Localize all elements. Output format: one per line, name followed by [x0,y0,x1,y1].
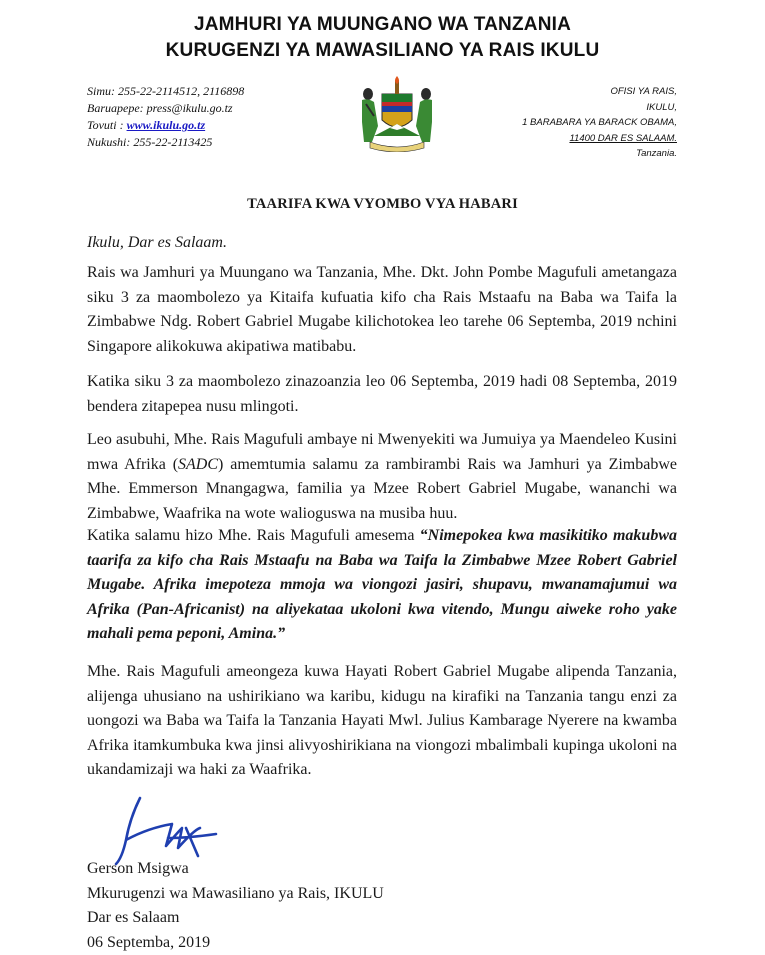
address-block [477,84,677,162]
handwritten-signature-icon [108,794,223,866]
signatory-name: Gerson Msigwa [87,857,384,882]
paragraph-4 [87,524,677,647]
coat-of-arms-icon [352,76,442,152]
paragraph-5: Mhe. Rais Magufuli ameongeza kuwa Hayati Robert Gabriel Mugabe alipenda Tanzania, alijenga uhusiano na ushirikiano wa karibu, kidugu na kirafiki na Tanzania tangu enzi za uongozi wa Baba wa Taifa la Tanzania Hayati Mwl. Julius Kambarage Nyerere na kwamba Afrika itamkumbuka kwa jinsi alivyoshirikiana na viongozi mbalimbali kupinga ukoloni na ukandamizaji wa haki za Waafrika. [87,660,677,783]
paragraph-3 [87,428,677,526]
signoff-date: 06 Septemba, 2019 [87,931,384,955]
address-line-5: Tanzania. [477,146,677,162]
press-release-title: TAARIFA KWA VYOMBO VYA HABARI [0,196,765,213]
president-quote: “Nimepokea kwa masikitiko makubwa taarifa za kifo cha Rais Mstaafu na Baba wa Taifa la Zimbabwe Mzee Robert Gabriel Mugabe. Afrika imepoteza mmoja wa viongozi jasiri, shupavu, mwanamajumui wa Afrika (Pan-Africanist) na aliyekataa ukoloni kwa vitendo, Mungu aiweke roho yake mahali pema peponi, Amina.” [87,527,677,642]
signatory-title: Mkurugenzi wa Mawasiliano ya Rais, IKULU [87,882,384,907]
phone-line: Simu: 255-22-2114512, 2116898 [87,83,244,100]
paragraph-3-part-a: Leo asubuhi, Mhe. Rais Magufuli ambaye ni Mwenyekiti wa Jumuiya ya Maendeleo Kusini mwa Afrika ( [87,431,677,473]
signoff-city: Dar es Salaam [87,906,384,931]
signoff-block [87,857,384,955]
paragraph-1: Rais wa Jamhuri ya Muungano wa Tanzania, Mhe. Dkt. John Pombe Magufuli ametangaza siku 3 za maombolezo ya Kitaifa kufuatia kifo cha Rais Mstaafu na Baba wa Taifa la Zimbabwe Ndg. Robert Gabriel Mugabe kilichotokea leo tarehe 06 Septemba, 2019 nchini Singapore alikokuwa akipatiwa matibabu. [87,261,677,359]
address-line-2: IKULU, [477,100,677,116]
paragraph-4-intro: Katika salamu hizo Mhe. Rais Magufuli amesema [87,527,420,544]
contact-block [87,83,244,151]
website-label: Tovuti : [87,118,127,132]
address-line-3: 1 BARABARA YA BARACK OBAMA, [477,115,677,131]
dateline-place: Ikulu, Dar es Salaam. [87,234,227,252]
fax-line: Nukushi: 255-22-2113425 [87,134,244,151]
paragraph-2: Katika siku 3 za maombolezo zinazoanzia leo 06 Septemba, 2019 hadi 08 Septemba, 2019 bendera zitapepea nusu mlingoti. [87,370,677,419]
sadc-acronym: SADC [178,456,218,473]
email-label: Baruapepe: [87,101,147,115]
header-line-1: JAMHURI YA MUUNGANO WA TANZANIA [0,14,765,36]
website-line [87,117,244,134]
paragraph-3-part-b: ) amemtumia salamu za rambirambi Rais wa Jamhuri ya Zimbabwe Mhe. Emmerson Mnangagwa, familia ya Mzee Robert Gabriel Mugabe, wananchi wa Zimbabwe, Waafrika na wote walioguswa na musiba huu. [87,456,677,522]
website-link[interactable]: www.ikulu.go.tz [127,118,206,132]
email-value: press@ikulu.go.tz [147,101,233,115]
address-line-4: 11400 DAR ES SALAAM. [477,131,677,147]
address-line-1: OFISI YA RAIS, [477,84,677,100]
header-line-2: KURUGENZI YA MAWASILIANO YA RAIS IKULU [0,40,765,62]
email-line [87,100,244,117]
